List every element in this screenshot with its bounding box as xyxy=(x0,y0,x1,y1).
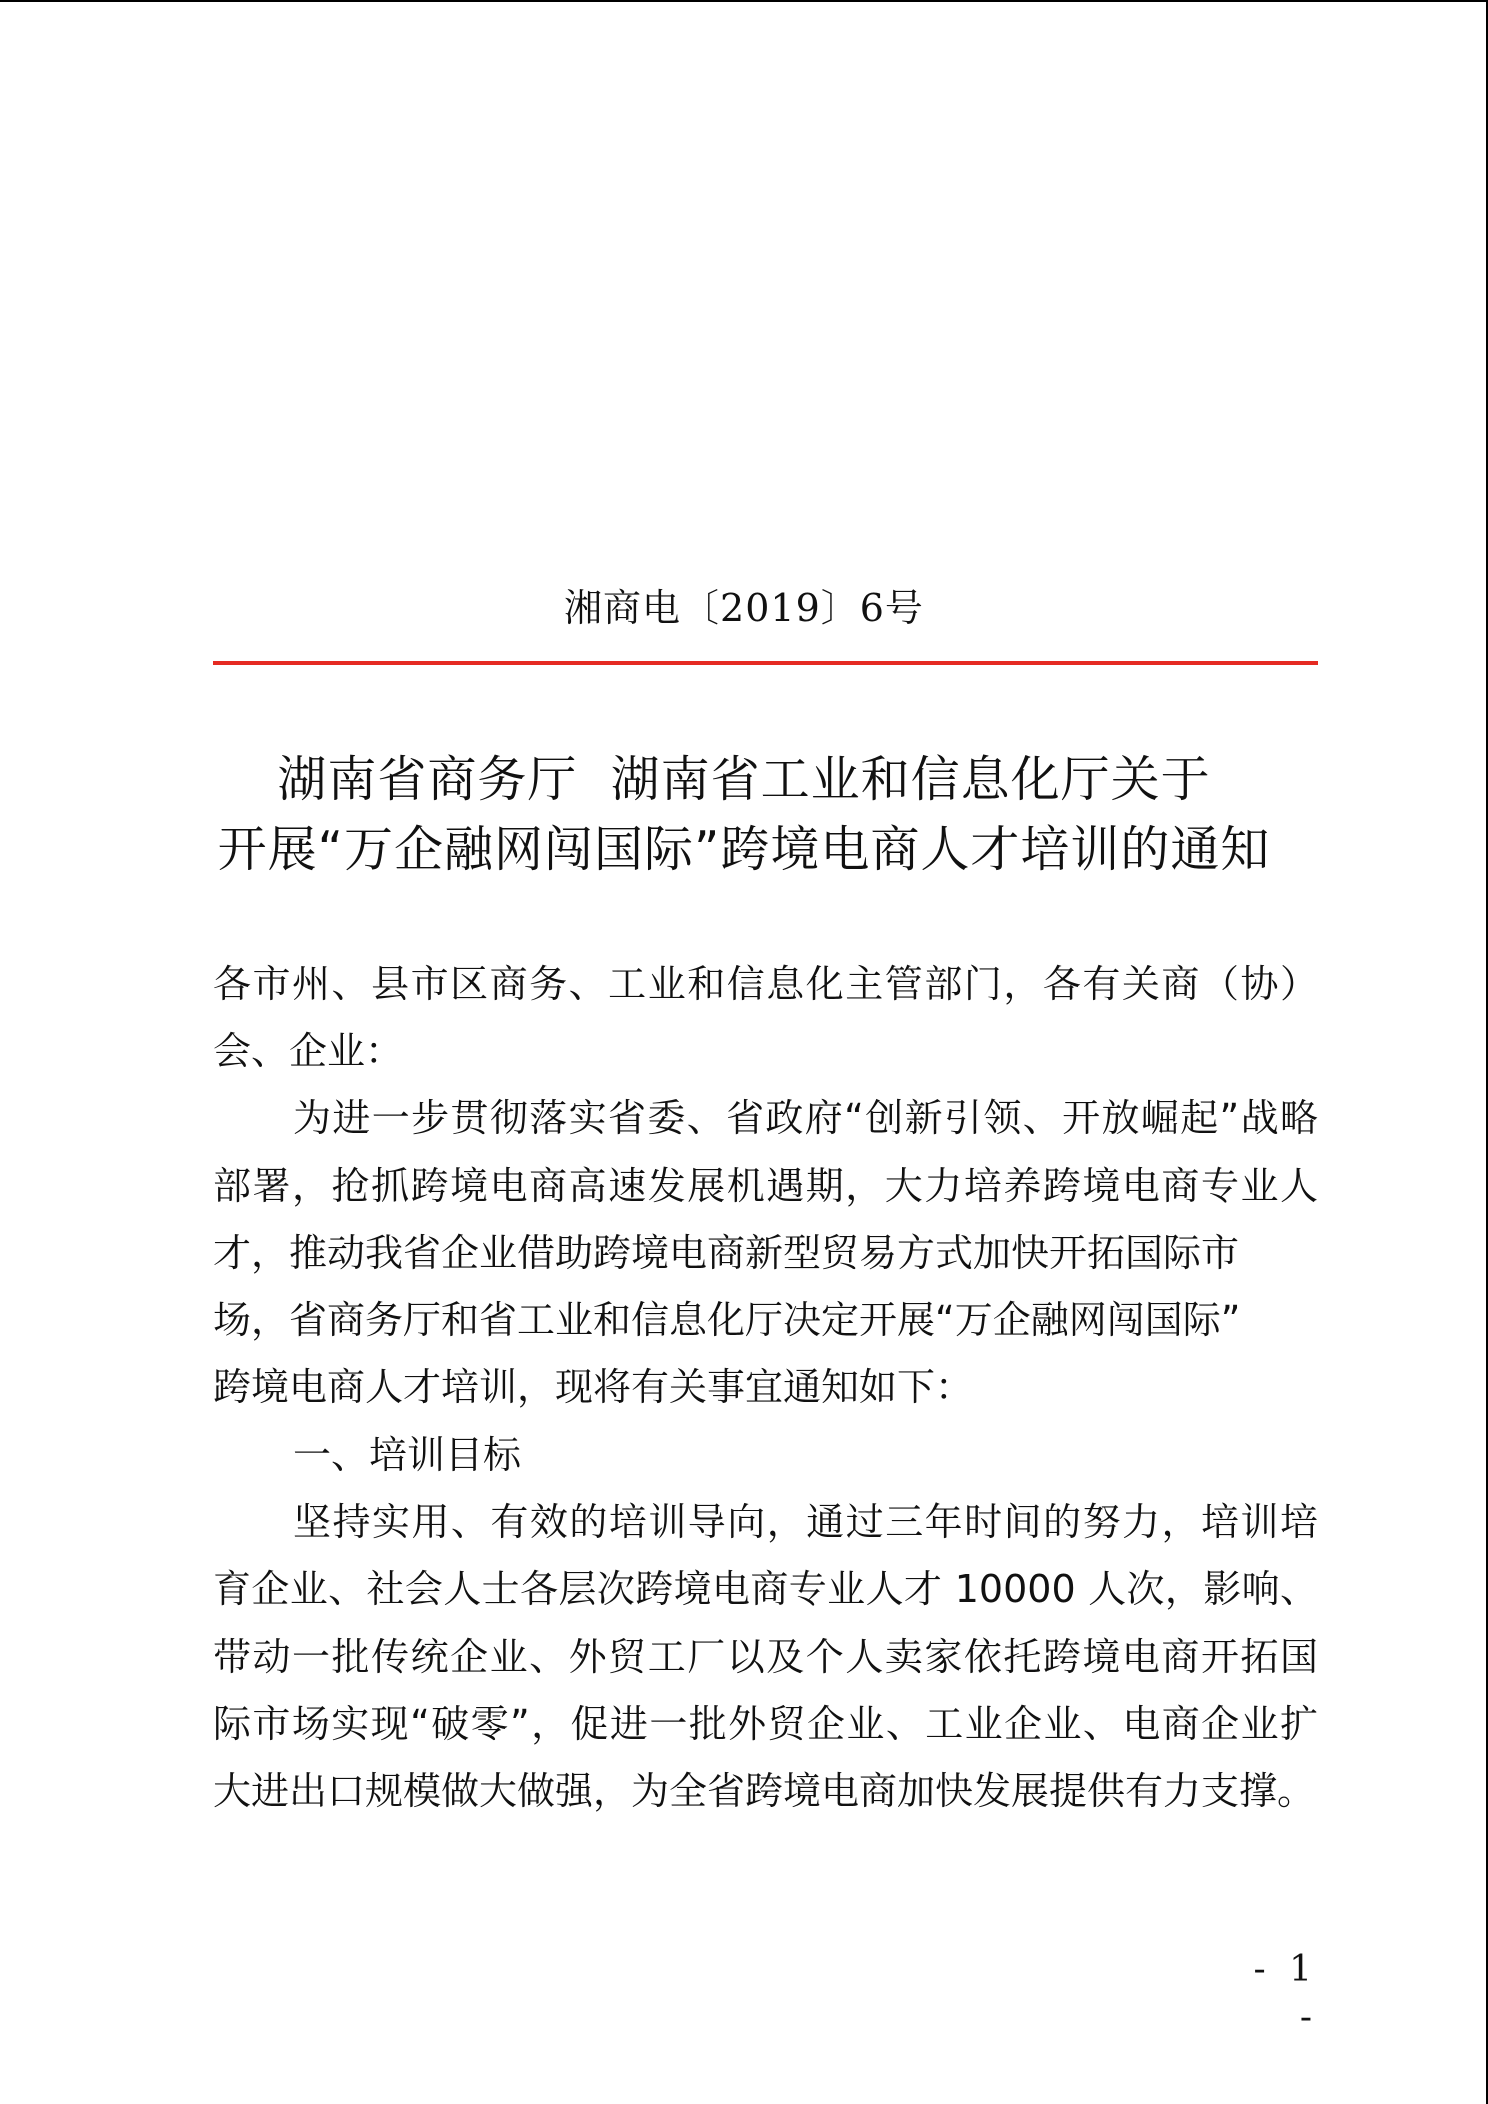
paragraph-2-line-3: 带动一批传统企业、外贸工厂以及个人卖家依托跨境电商开拓国 xyxy=(213,1635,1318,1679)
title-line-2: 开展“万企融网闯国际”跨境电商人才培训的通知 xyxy=(217,821,1271,878)
paragraph-2-line-2: 育企业、社会人士各层次跨境电商专业人才 10000 人次，影响、 xyxy=(213,1567,1318,1611)
page-number: - 1 - xyxy=(1253,1949,1318,2038)
paragraph-2-line-5: 大进出口规模做大做强，为全省跨境电商加快发展提供有力支撑。 xyxy=(213,1769,1316,1813)
salutation-line-1: 各市州、县市区商务、工业和信息化主管部门，各有关商（协） xyxy=(213,962,1318,1006)
paragraph-1-line-5: 跨境电商人才培训，现将有关事宜通知如下： xyxy=(213,1365,974,1409)
paragraph-2-line-4: 际市场实现“破零”，促进一批外贸企业、工业企业、电商企业扩 xyxy=(213,1702,1318,1746)
paragraph-1-line-3: 才，推动我省企业借助跨境电商新型贸易方式加快开拓国际市 xyxy=(213,1231,1240,1275)
paragraph-1-line-1: 为进一步贯彻落实省委、省政府“创新引领、开放崛起”战略 xyxy=(293,1096,1318,1140)
paragraph-1-line-4: 场，省商务厅和省工业和信息化厅决定开展“万企融网闯国际” xyxy=(213,1298,1241,1342)
document-number: 湘商电〔2019〕6号 xyxy=(564,586,924,630)
section-heading-1: 一、培训目标 xyxy=(293,1433,522,1477)
salutation-line-2: 会、企业： xyxy=(213,1029,404,1073)
paragraph-2-line-1: 坚持实用、有效的培训导向，通过三年时间的努力，培训培 xyxy=(293,1500,1318,1544)
paragraph-1-line-2: 部署，抢抓跨境电商高速发展机遇期，大力培养跨境电商专业人 xyxy=(213,1164,1318,1208)
red-separator-line xyxy=(213,661,1318,665)
title-line-1: 湖南省商务厅 湖南省工业和信息化厅关于 xyxy=(277,751,1211,808)
